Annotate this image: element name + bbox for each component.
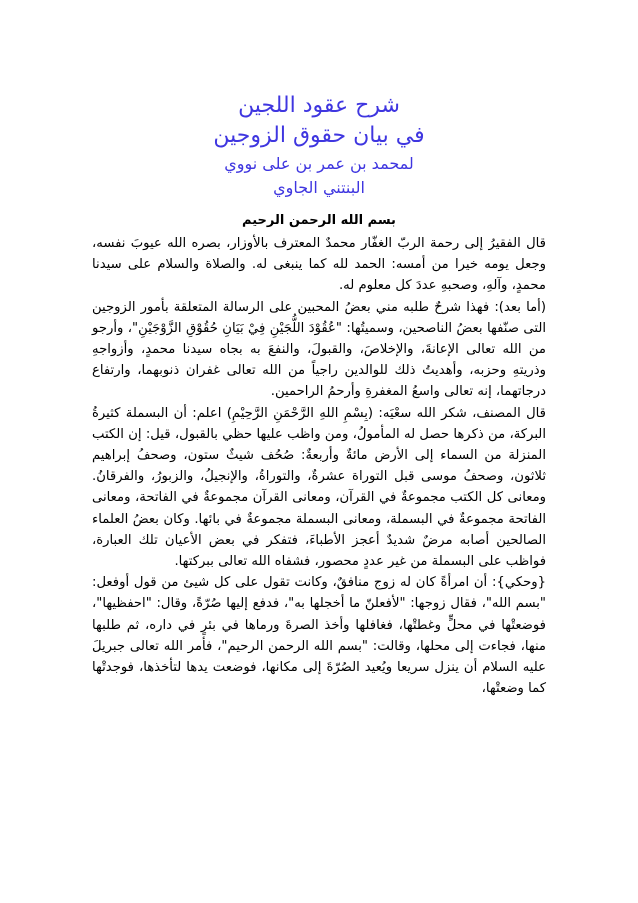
author-name: لمحمد بن عمر بن على نووي: [224, 154, 414, 173]
book-subtitle: في بيان حقوق الزوجين: [213, 123, 425, 148]
paragraph-amma-bad: (أما بعد): فهذا شرحٌ طلبه مني بعضُ المحبين على الرسالة المتعلقة بأمور الزوجين التى صنّفها بعضُ الناصحين، وسميتُها: "عُقُوْدَ اللُّجَيْنِ فِيْ بَيَانِ حُقُوْقِ الزَّوْجَيْنِ"، وأرجو من الله تعالى الإعانةَ، والإخلاصَ، والقبولَ، والنفعَ به بجاه سيدنا محمدٍ، وأزواجهِ وذريتهِ وحزبه، وأهديتُ ذلك للوالدين راجياً من الله تعالى غفران ذنوبهما، وارتفاع درجاتهما، إنه تعالى واسعُ المغفرةِ وأرحمُ الراحمين.: [92, 299, 546, 400]
title-block: [0, 92, 638, 202]
author-nisba: البنتني الجاوي: [273, 178, 365, 197]
paragraph-preface: قال الفقيرُ إلى رحمة الربّ الغفّار محمدٌ المعترف بالأوزار، بصره الله عيوبَ نفسه، وجعل يومه خيرا من أمسه: الحمد لله كما ينبغى له. والصلاة والسلام على سيدنا محمدٍ، وآلهِ، وصحبهِ عددَ كل معلوم له.: [92, 236, 546, 294]
body-text: [92, 233, 546, 699]
paragraph-basmala-virtue: قال المصنف، شكر الله سعْيَه: (بِسْمِ اللهِ الرَّحْمَنِ الرَّحِيْمِ) اعلم: أن البسملة كثيرةُ البركة، من ذكرها حصل له المأمولُ، ومن واظب عليها حظي بالقبول، قيل: إن الكتب المنزلة من السماء إلى الأرض مائةٌ وأربعةٌ: صُحُف شيثٌ ستون، وصحفُ إبراهيم ثلاثون، وصحفُ موسى قبل التوراة عشرةٌ، والتوراةُ، والإنجيلُ، والزبورُ، والفرقانُ. ومعانى كل الكتب مجموعةٌ في القرآن، ومعانى القرآن مجموعةٌ في الفاتحة، ومعانى الفاتحة مجموعةٌ في البسملة، ومعانى البسملة مجموعةٌ في بائها. وكان بعضُ العلماء الصالحين أصابه مرضٌ شديدٌ أعجز الأطباءَ، فتفكر في بعض الأعيان تلك العبارة، فواظب على البسملة من غير عددٍ محصور، فشفاه الله تعالى ببركتها.: [92, 405, 546, 570]
basmala-heading: بسم الله الرحمن الرحيم: [242, 213, 396, 228]
book-title: شرح عقود اللجين: [238, 93, 400, 118]
paragraph-story: {وحكي}: أن امرأةً كان له زوج منافقٌ، وكانت تقول على كل شيئ من قول أوفعل: "بسم الله"، فقال زوجها: "لأفعلنّ ما أخجلها به"، فدفع إليها صُرّةً، وقال: "احفظيها"، فوضعتْها في محلٍّ وغطتْها، فغافلها وأخذ الصرةَ ورماها في بئرٍ في داره، ثم طلبها منها، فجاءت إلى محلها، وقالت: "بسم الله الرحمن الرحيم"، فأمر الله تعالى جبريلَ عليه السلام أن ينزل سريعا ويُعيد الصُرّةَ إلى مكانها، فوضعت يدها لتأخذها، فوجدتْها كما وضعتْها،: [92, 575, 546, 697]
